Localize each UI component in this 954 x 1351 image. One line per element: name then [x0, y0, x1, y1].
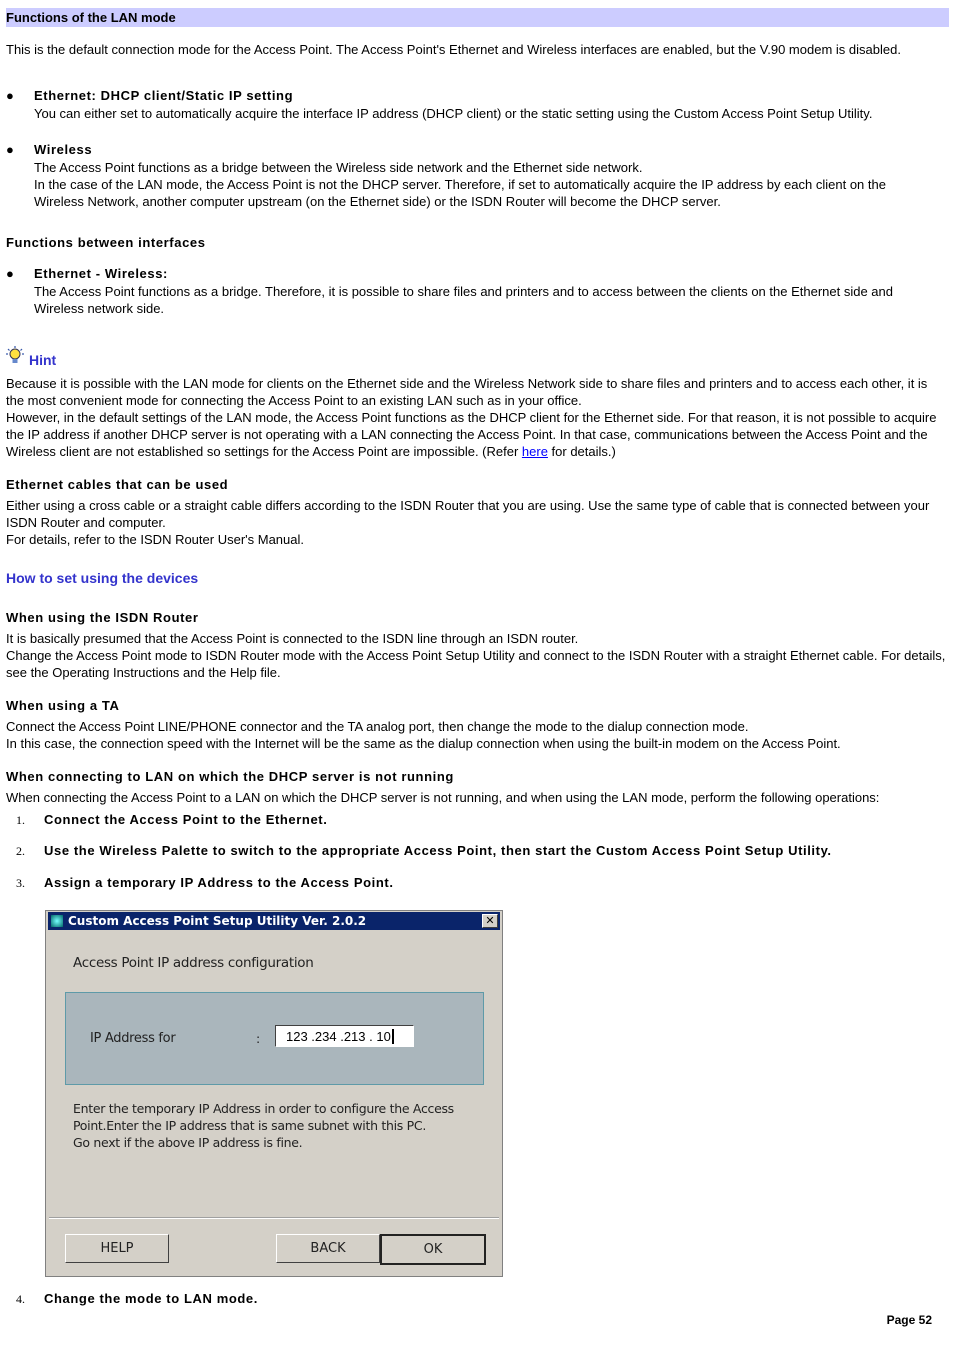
- bullet-title: Ethernet - Wireless:: [34, 266, 168, 281]
- bullet-icon: ●: [6, 266, 14, 281]
- page-number: Page 52: [886, 1313, 932, 1327]
- bullet-title: Ethernet: DHCP client/Static IP setting: [34, 88, 294, 103]
- nodhcp-heading: When connecting to LAN on which the DHCP server is not running: [6, 769, 454, 784]
- step-number: 3.: [16, 876, 25, 890]
- close-icon[interactable]: ✕: [482, 914, 498, 928]
- bullet-icon: ●: [6, 88, 14, 103]
- bullet-icon: ●: [6, 142, 14, 157]
- dialog-titlebar: Custom Access Point Setup Utility Ver. 2.0.2 ✕: [48, 912, 500, 930]
- step-text: Assign a temporary IP Address to the Access Point.: [44, 875, 394, 890]
- step-number: 4.: [16, 1292, 25, 1306]
- setup-utility-dialog: Custom Access Point Setup Utility Ver. 2.0.2 ✕ Access Point IP address configuration IP Address for : 123 .234 .213 . 10 Enter the temporary IP Address in order to configure the Access Point.Enter the IP address that is same subnet with this PC. Go next if the above IP address is fine. HELP BACK OK: [45, 910, 503, 1277]
- cables-heading: Ethernet cables that can be used: [6, 477, 229, 492]
- step-number: 2.: [16, 844, 25, 858]
- step-text: Connect the Access Point to the Ethernet.: [44, 812, 328, 827]
- ip-panel: IP Address for : 123 .234 .213 . 10: [65, 992, 484, 1085]
- step-text: Use the Wireless Palette to switch to the appropriate Access Point, then start the Custom Access Point Setup Utility.: [44, 843, 832, 858]
- separator: [49, 1217, 499, 1219]
- between-heading: Functions between interfaces: [6, 235, 206, 250]
- howto-heading: How to set using the devices: [6, 570, 199, 586]
- step-text: Change the mode to LAN mode.: [44, 1291, 258, 1306]
- dialog-description: Enter the temporary IP Address in order to configure the Access: [73, 1101, 454, 1116]
- lightbulb-icon: [6, 346, 24, 369]
- ok-button[interactable]: OK: [380, 1234, 486, 1265]
- section-title: Functions of the LAN mode: [6, 8, 949, 27]
- help-button[interactable]: HELP: [65, 1234, 169, 1263]
- isdn-heading: When using the ISDN Router: [6, 610, 199, 625]
- step-number: 1.: [16, 813, 25, 827]
- app-icon: [51, 915, 63, 927]
- ta-heading: When using a TA: [6, 698, 120, 713]
- bullet-title: Wireless: [34, 142, 93, 157]
- ip-address-input[interactable]: 123 .234 .213 . 10: [275, 1025, 414, 1047]
- hint-label: Hint: [29, 352, 57, 368]
- back-button[interactable]: BACK: [276, 1234, 380, 1263]
- document-page: Functions of the LAN mode This is the default connection mode for the Access Point. The Access Point's Ethernet and Wireless interfaces are enabled, but the V.90 modem is disabled. ● Ethernet: DHCP client/Static IP setting You can either set to automatically acquire the interface IP address (DHCP client) or the static setting using the Custom Access Point Setup Utility. ● Wireless The Access Point functions as a bridge between the Wireless side network and the Ethernet side network. In the case of the LAN mode, the Access Point is not the DHCP server. Therefore, if set to automatically acquire the IP address by each client on the Wireless Network, another computer upstream (on the Ethernet side) or the ISDN Router will become the DHCP server. Functions between interfaces ● Ethernet - Wireless: The Access Point functions as a bridge. Therefore, it is possible to share files and printers and to access between the clients on the Ethernet side and Wireless network side. Hint Because it is possible with the LAN mode for clients on the Ethernet side and the Wireless Network side to share files and printers and to access each other, it is the most convenient mode for connecting the Access Point to an existing LAN such as in your office. However, in the default settings of the LAN mode, the Access Point functions as the DHCP client for the Ethernet side. For that reason, it is not possible to acquire the IP address if another DHCP server is not operating with a LAN connecting the Access Point. In that case, communications between the Access Point and the Wireless client are not established so settings for the Access Point are impossible. (Refer here for details.) Ethernet cables that can be used Either using a cross cable or a straight cable differs according to the ISDN Router that you are using. Use the same type of cable that is connected between your ISDN Router and computer. For details, refer to the ISDN Router User's Manual. How to set using the devices When using the ISDN Router It is basically presumed that the Access Point is connected to the ISDN line through an ISDN router. Change the Access Point mode to ISDN Router mode with the Access Point Setup Utility and connect to the ISDN Router with a straight Ethernet cable. For details, see the Operating Instructions and the Help file. When using a TA Connect the Access Point LINE/PHONE connector and the TA analog port, then change the mode to the dialup connection mode. In this case, the connection speed with the Internet will be the same as the dialup connection when using the built-in modem on the Access Point. When connecting to LAN on which the DHCP server is not running When connecting the Access Point to a LAN on which the DHCP server is not running, and when using the LAN mode, perform the following operations: 1. Connect the Access Point to the Ethernet. 2. Use the Wireless Palette to switch to the appropriate Access Point, then start the Custom Access Point Setup Utility. 3. Assign a temporary IP Address to the Access Point. Custom Access Point Setup Utility Ver. 2.0.2 ✕ Access Point IP address configuration IP Address for : 123 .234 .213 . 10 Enter the temporary IP Address in order to configure the Access Point.Enter the IP address that is same subnet with this PC. Go next if the above IP address is fine. HELP BACK OK 4. Change the mode to LAN mode. Page 52: [0, 0, 954, 1351]
- ip-label: IP Address for: [90, 1031, 176, 1046]
- here-link[interactable]: here: [521, 444, 548, 459]
- dialog-heading: Access Point IP address configuration: [73, 955, 314, 971]
